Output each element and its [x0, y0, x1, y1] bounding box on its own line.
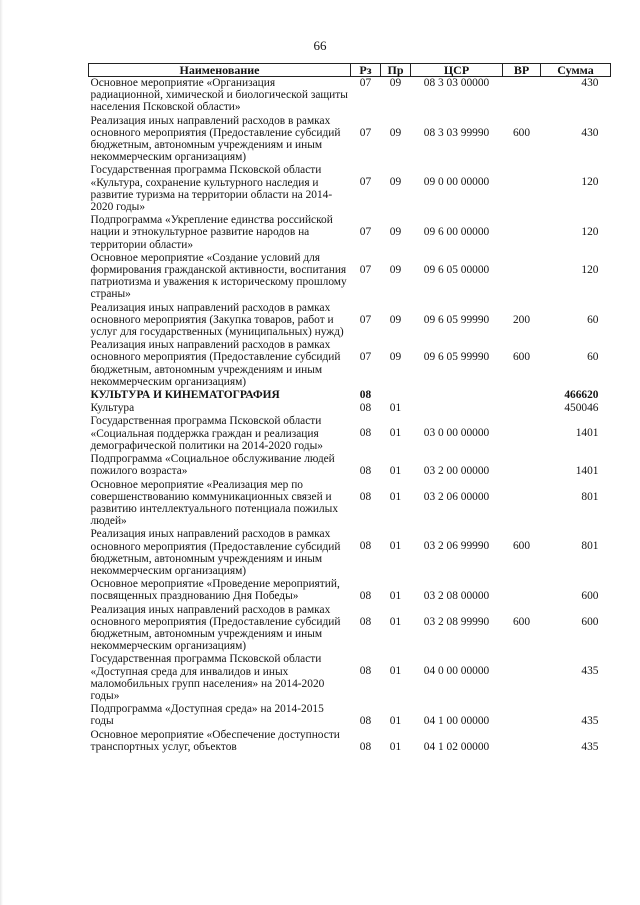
cell-sum-value: 120 [581, 176, 599, 189]
cell-name: Подпрограмма «Доступная среда» на 2014-2015 годы [90, 703, 324, 728]
cell-sum-value: 60 [587, 313, 599, 326]
cell-rz [351, 402, 381, 415]
cell-name: Основное мероприятие «Обеспечение доступности транспортных услуг, объектов [90, 728, 340, 753]
cell-pr-value: 09 [389, 126, 402, 139]
cell-pr-value: 01 [389, 402, 402, 415]
cell-sum-value: 1401 [575, 465, 599, 478]
table-row [89, 729, 611, 754]
cell-csr-value: 03 2 08 00000 [423, 590, 490, 603]
cell-pr [381, 339, 411, 389]
table-row [89, 115, 611, 165]
cell-csr-value: 09 6 05 99990 [423, 351, 490, 364]
cell-csr-value: 03 2 08 99990 [423, 615, 490, 628]
cell-pr [381, 302, 411, 340]
cell-pr [381, 389, 411, 402]
table-row [89, 164, 611, 214]
cell-rz-value: 07 [359, 226, 372, 239]
cell-sum-value: 435 [581, 665, 599, 678]
cell-name: КУЛЬТУРА И КИНЕМАТОГРАФИЯ [90, 389, 280, 402]
cell-vr [503, 339, 541, 389]
page-number: 66 [313, 38, 327, 53]
cell-vr [503, 252, 541, 302]
cell-vr [503, 703, 541, 728]
table-body [89, 77, 611, 754]
header-csr: ЦСР [411, 64, 503, 77]
cell-pr-value: 01 [389, 490, 402, 503]
cell-vr [503, 115, 541, 165]
cell-pr [381, 653, 411, 703]
cell-csr-value: 08 3 03 00000 [423, 77, 490, 89]
cell-rz [351, 415, 381, 453]
cell-vr-value: 600 [512, 351, 531, 364]
cell-pr [381, 415, 411, 453]
cell-sum-value: 801 [581, 540, 599, 553]
cell-vr [503, 604, 541, 654]
cell-csr-value: 04 1 00 00000 [423, 715, 490, 728]
cell-rz [351, 339, 381, 389]
cell-csr [411, 415, 503, 453]
cell-csr-value: 09 6 00 00000 [423, 226, 490, 239]
cell-vr [503, 729, 541, 754]
cell-csr [411, 402, 503, 415]
table-row [89, 389, 611, 402]
cell-csr [411, 302, 503, 340]
cell-rz-value: 07 [359, 351, 372, 364]
cell-sum [541, 453, 611, 478]
cell-name: Основное мероприятие «Проведение мероприятий, посвященных празднованию Дня Победы» [90, 578, 340, 603]
cell-csr-value: 03 0 00 00000 [423, 427, 490, 440]
cell-rz-value: 08 [359, 665, 372, 678]
cell-csr [411, 115, 503, 165]
cell-sum [541, 479, 611, 529]
cell-sum-value: 430 [581, 77, 599, 89]
cell-csr-value: 08 3 03 99990 [423, 126, 490, 139]
cell-csr [411, 729, 503, 754]
cell-rz [351, 578, 381, 603]
cell-sum [541, 415, 611, 453]
cell-pr [381, 214, 411, 252]
cell-name: Государственная программа Псковской области «Социальная поддержка граждан и реализация демографической политики на 2014-2020 годы» [90, 415, 323, 452]
cell-pr-value: 01 [389, 665, 402, 678]
header-pr: Пр [381, 64, 411, 77]
cell-csr [411, 164, 503, 214]
table-header-row [89, 64, 611, 77]
cell-rz-value: 08 [359, 715, 372, 728]
cell-vr [503, 164, 541, 214]
cell-pr [381, 453, 411, 478]
header-sum: Сумма [541, 64, 611, 77]
cell-pr [381, 115, 411, 165]
cell-vr [503, 214, 541, 252]
cell-csr [411, 214, 503, 252]
cell-vr-value: 200 [512, 313, 531, 326]
cell-pr [381, 77, 411, 115]
cell-rz [351, 164, 381, 214]
cell-rz-value: 08 [359, 540, 372, 553]
table-row [89, 453, 611, 478]
cell-name: Реализация иных направлений расходов в рамках основного мероприятия (Предоставление субсидий бюджетным, автономным учреждениям и иным некоммерческим организациям) [90, 114, 341, 164]
cell-name: Государственная программа Псковской области «Культура, сохранение культурного наследия и развитие туризма на территории области на 2014-2020 годы» [90, 164, 333, 214]
table-row [89, 703, 611, 728]
cell-name: Государственная программа Псковской области «Доступная среда для инвалидов и иных маломобильных групп населения» на 2014-2020 годы» [90, 653, 325, 702]
cell-sum-value: 801 [581, 490, 599, 503]
cell-pr [381, 402, 411, 415]
cell-sum-value: 435 [581, 715, 599, 728]
cell-vr [503, 528, 541, 578]
cell-sum [541, 729, 611, 754]
cell-csr-value: 09 0 00 00000 [423, 176, 490, 189]
cell-pr [381, 252, 411, 302]
cell-rz [351, 604, 381, 654]
header-vr: ВР [503, 64, 541, 77]
table-row [89, 528, 611, 578]
cell-pr [381, 703, 411, 728]
cell-rz [351, 729, 381, 754]
cell-pr-value: 09 [389, 351, 402, 364]
cell-csr-value: 03 2 06 99990 [423, 540, 490, 553]
cell-rz-value: 08 [359, 590, 372, 603]
cell-sum-value: 435 [581, 740, 599, 753]
cell-csr [411, 339, 503, 389]
header-name: Наименование [89, 64, 351, 77]
table-row [89, 479, 611, 529]
cell-vr [503, 453, 541, 478]
cell-name: Подпрограмма «Укрепление единства российской нации и этнокультурное развитие народов на территории области» [90, 214, 333, 251]
cell-csr [411, 528, 503, 578]
table-row [89, 415, 611, 453]
cell-csr-value: 03 2 00 00000 [423, 465, 490, 478]
cell-pr-value: 01 [389, 715, 402, 728]
cell-rz-value: 07 [359, 263, 372, 276]
cell-sum [541, 703, 611, 728]
cell-sum-value: 600 [581, 615, 599, 628]
cell-rz-value: 08 [359, 402, 372, 415]
cell-sum-value: 450046 [564, 402, 599, 415]
cell-vr [503, 389, 541, 402]
cell-sum [541, 164, 611, 214]
cell-rz [351, 77, 381, 115]
cell-csr-value: 09 6 05 00000 [423, 263, 490, 276]
cell-sum-value: 600 [581, 590, 599, 603]
cell-sum [541, 252, 611, 302]
cell-name: Культура [90, 402, 135, 415]
table-row [89, 604, 611, 654]
cell-csr-value: 04 0 00 00000 [423, 665, 490, 678]
cell-csr [411, 252, 503, 302]
cell-rz [351, 252, 381, 302]
table-row [89, 252, 611, 302]
cell-csr-value: 09 6 05 99990 [423, 313, 490, 326]
cell-sum-value: 466620 [564, 389, 599, 402]
table-row [89, 653, 611, 703]
cell-vr [503, 302, 541, 340]
cell-rz-value: 07 [359, 313, 372, 326]
cell-sum-value: 120 [581, 263, 599, 276]
cell-rz [351, 389, 381, 402]
cell-sum [541, 77, 611, 115]
cell-vr [503, 578, 541, 603]
cell-vr [503, 77, 541, 115]
cell-name: Реализация иных направлений расходов в рамках основного мероприятия (Предоставление субсидий бюджетным, автономным учреждениям и иным некоммерческим организациям) [90, 528, 341, 577]
cell-rz [351, 453, 381, 478]
cell-vr [503, 479, 541, 529]
cell-name: Подпрограмма «Социальное обслуживание людей пожилого возраста» [90, 453, 335, 478]
cell-rz-value: 08 [359, 427, 372, 440]
cell-pr-value: 01 [389, 465, 402, 478]
cell-pr-value: 01 [389, 590, 402, 603]
cell-name: Реализация иных направлений расходов в рамках основного мероприятия (Предоставление субсидий бюджетным, автономным учреждениям и иным некоммерческим организациям) [90, 603, 341, 653]
table-row [89, 302, 611, 340]
cell-csr [411, 703, 503, 728]
cell-sum [541, 653, 611, 703]
cell-rz-value: 07 [359, 176, 372, 189]
cell-sum [541, 339, 611, 389]
cell-pr-value: 01 [389, 615, 402, 628]
cell-sum [541, 389, 611, 402]
cell-sum [541, 214, 611, 252]
cell-name: Реализация иных направлений расходов в рамках основного мероприятия (Закупка товаров, работ и услуг для государственных (муниципальных) нужд) [90, 301, 344, 339]
cell-pr [381, 578, 411, 603]
cell-vr [503, 653, 541, 703]
cell-vr-value: 600 [512, 540, 531, 553]
cell-csr [411, 578, 503, 603]
cell-name: Основное мероприятие «Создание условий для формирования гражданской активности, воспитания патриотизма и уважения к историческому прошлому страны» [90, 251, 347, 301]
cell-rz [351, 653, 381, 703]
cell-csr [411, 604, 503, 654]
cell-csr [411, 479, 503, 529]
scan-edge [0, 0, 3, 905]
cell-csr [411, 389, 503, 402]
cell-csr [411, 653, 503, 703]
cell-pr [381, 528, 411, 578]
cell-csr [411, 77, 503, 115]
cell-pr [381, 479, 411, 529]
table-row [89, 77, 611, 115]
cell-vr [503, 415, 541, 453]
cell-csr [411, 453, 503, 478]
cell-rz [351, 479, 381, 529]
cell-rz-value: 08 [359, 615, 372, 628]
cell-csr-value: 03 2 06 00000 [423, 490, 490, 503]
cell-pr-value: 01 [389, 540, 402, 553]
table-row [89, 402, 611, 415]
cell-vr [503, 402, 541, 415]
table-row [89, 339, 611, 389]
cell-sum [541, 402, 611, 415]
cell-pr-value: 09 [389, 77, 402, 89]
cell-name: Основное мероприятие «Организация радиационной, химической и биологической защиты населения Псковской области» [90, 77, 348, 114]
cell-sum-value: 430 [581, 126, 599, 139]
budget-table [88, 63, 611, 754]
cell-rz-value: 07 [359, 77, 372, 89]
cell-sum [541, 115, 611, 165]
cell-rz [351, 214, 381, 252]
cell-pr-value: 09 [389, 176, 402, 189]
cell-rz-value: 07 [359, 126, 372, 139]
cell-name: Основное мероприятие «Реализация мер по совершенствованию коммуникационных связей и развитию интеллектуального потенциала пожилых людей» [90, 478, 339, 528]
cell-csr-value: 04 1 02 00000 [423, 740, 490, 753]
cell-rz-value: 08 [359, 740, 372, 753]
table-row [89, 214, 611, 252]
cell-pr-value: 09 [389, 226, 402, 239]
cell-rz [351, 703, 381, 728]
cell-rz-value: 08 [359, 389, 372, 402]
header-rz: Рз [351, 64, 381, 77]
cell-pr [381, 164, 411, 214]
cell-sum [541, 302, 611, 340]
cell-sum-value: 120 [581, 226, 599, 239]
cell-rz-value: 08 [359, 490, 372, 503]
cell-rz-value: 08 [359, 465, 372, 478]
cell-sum [541, 578, 611, 603]
cell-sum [541, 604, 611, 654]
cell-vr-value: 600 [512, 615, 531, 628]
cell-name: Реализация иных направлений расходов в рамках основного мероприятия (Предоставление субсидий бюджетным, автономным учреждениям и иным некоммерческим организациям) [90, 339, 341, 388]
cell-vr-value: 600 [512, 126, 531, 139]
cell-sum-value: 1401 [575, 427, 599, 440]
cell-sum-value: 60 [587, 351, 599, 364]
cell-rz [351, 302, 381, 340]
cell-pr [381, 729, 411, 754]
cell-pr [381, 604, 411, 654]
cell-pr-value: 09 [389, 313, 402, 326]
cell-pr-value: 01 [389, 740, 402, 753]
cell-rz [351, 528, 381, 578]
cell-pr-value: 01 [389, 427, 402, 440]
cell-sum [541, 528, 611, 578]
cell-rz [351, 115, 381, 165]
cell-pr-value: 09 [389, 263, 402, 276]
table-row [89, 578, 611, 603]
